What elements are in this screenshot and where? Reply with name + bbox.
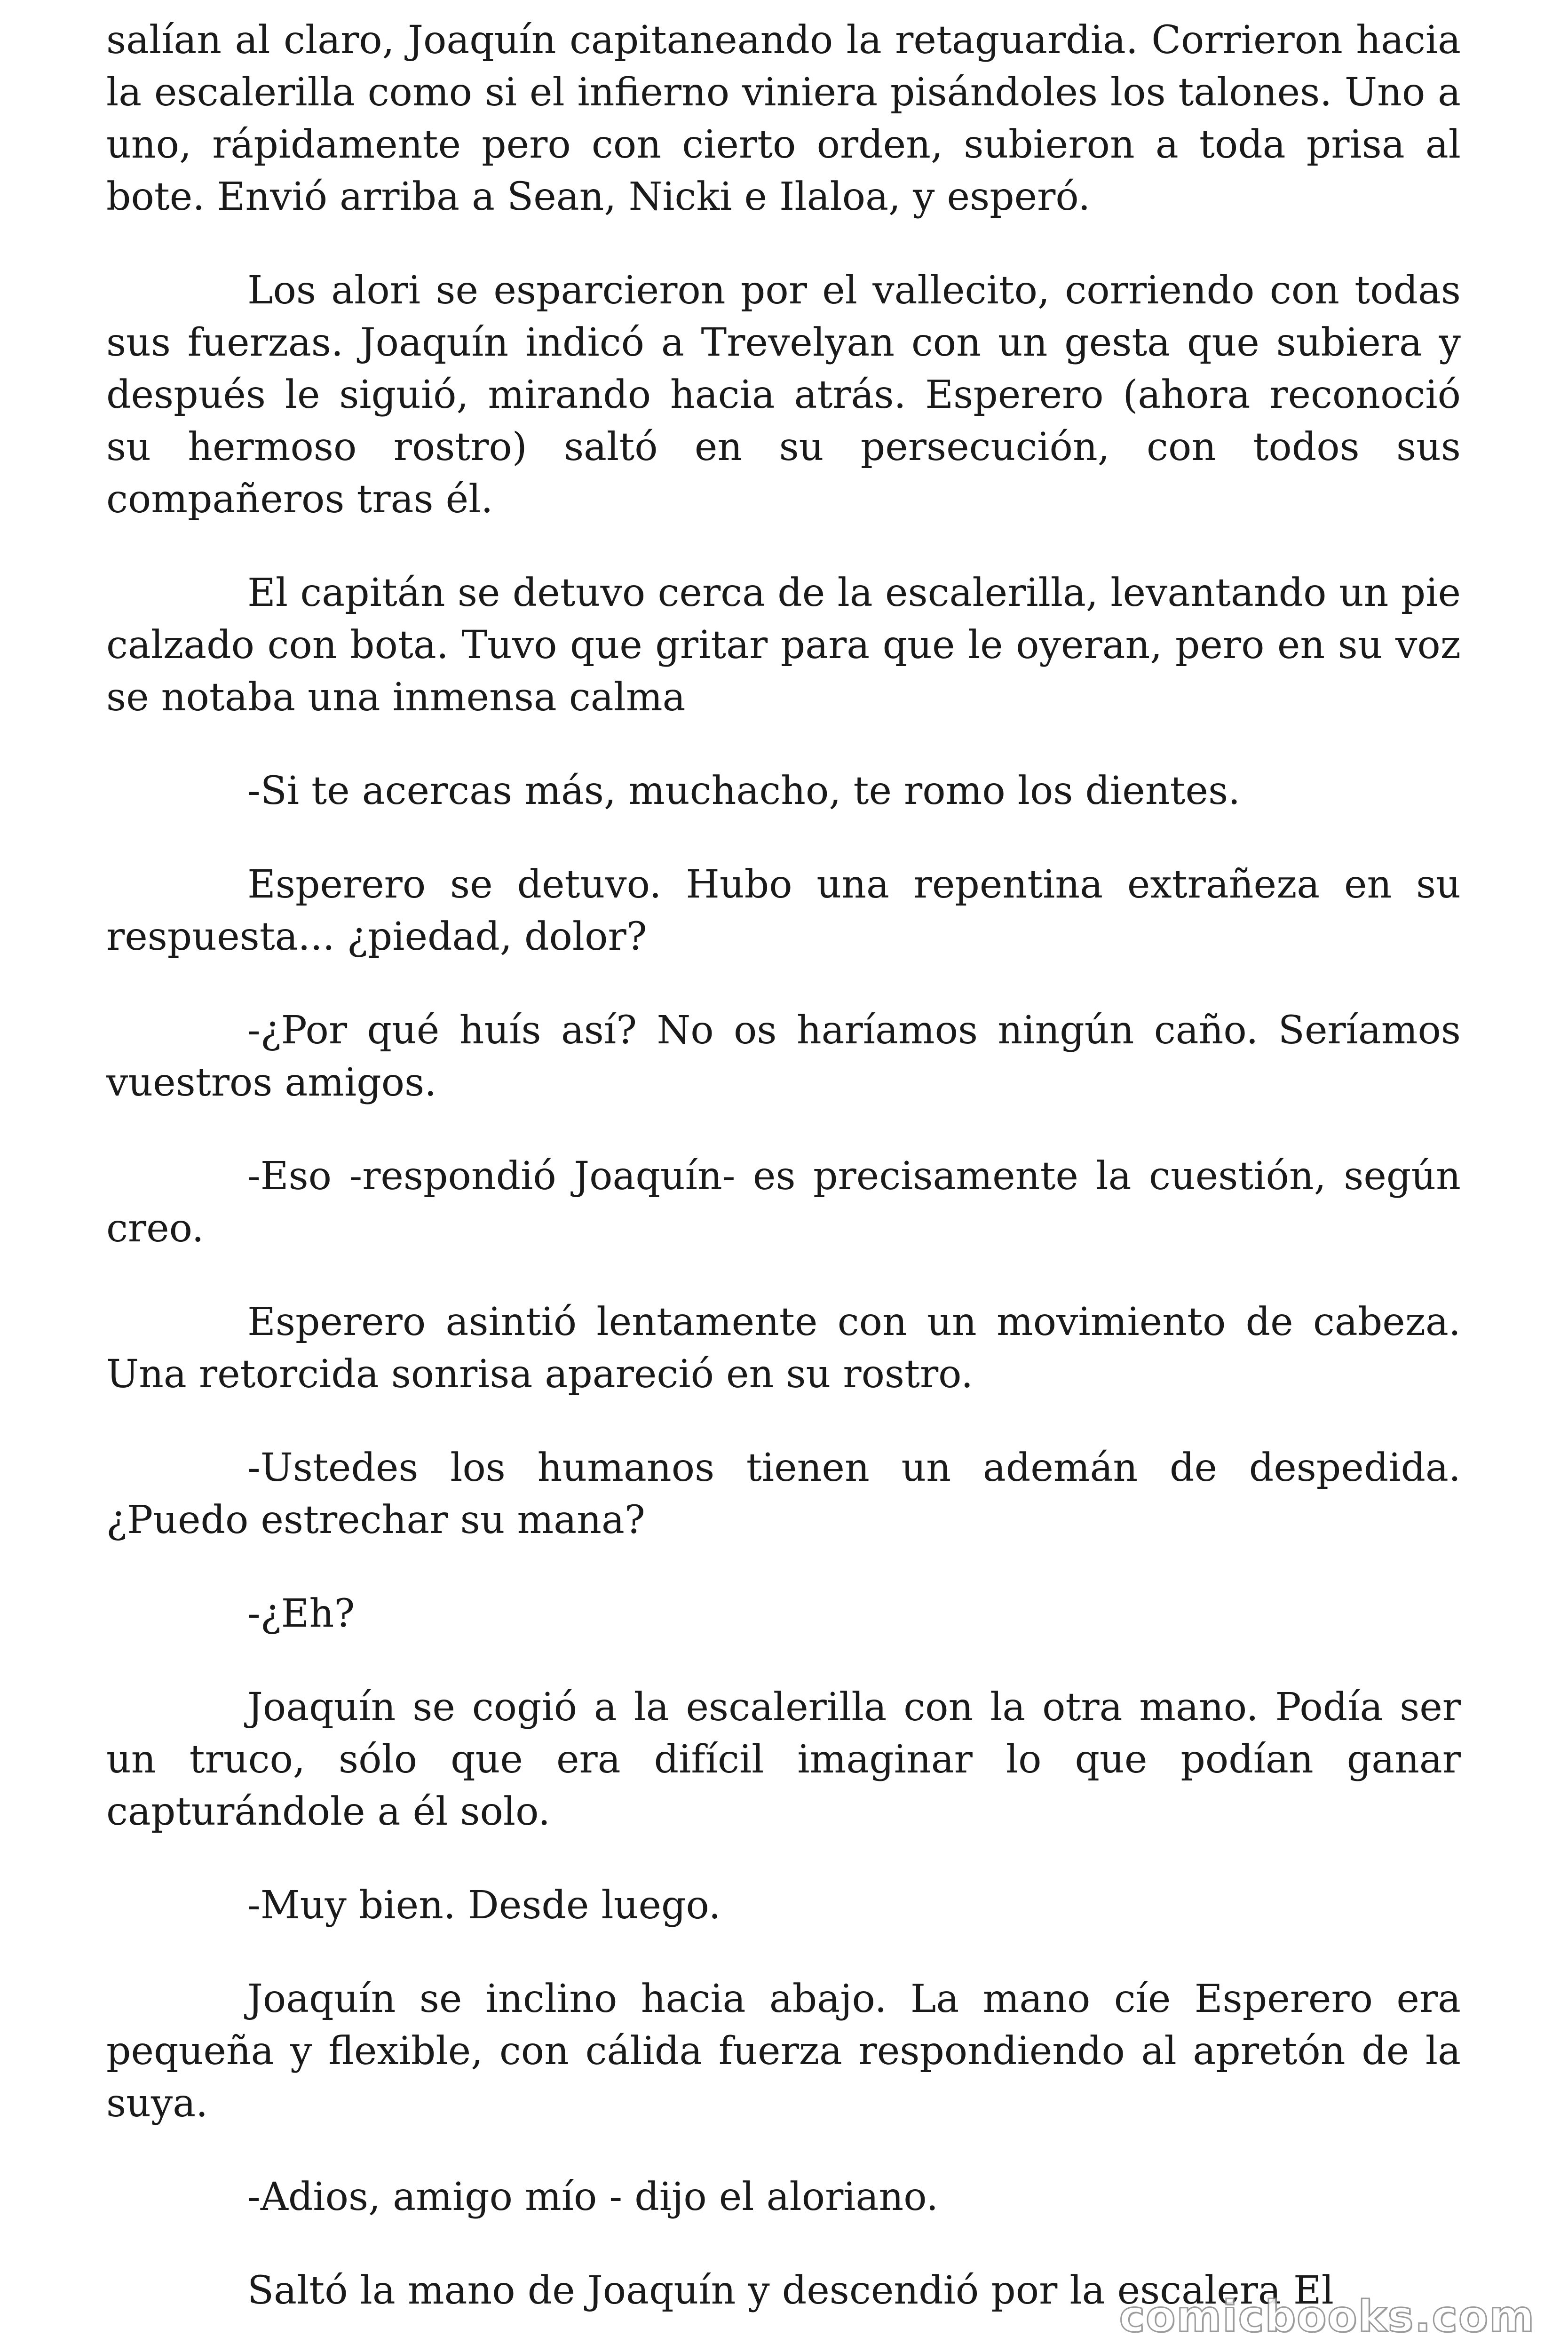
paragraph: Los alori se esparcieron por el vallecito, corriendo con todas sus fuerzas. Joaquín indicó a Trevelyan con un gesta que subiera y después le siguió, mirando hacia atrás. Esperero (ahora reconoció su hermoso rostro) saltó en su persecución, con todos sus compañeros tras él.	[106, 268, 1461, 522]
watermark: comicbooks.com	[1119, 2291, 1535, 2342]
paragraph: El capitán se detuvo cerca de la escalerilla, levantando un pie calzado con bota. Tuvo que gritar para que le oyeran, pero en su voz se notaba una inmensa calma	[106, 571, 1461, 720]
paragraph: -Adios, amigo mío - dijo el aloriano.	[247, 2175, 939, 2219]
paragraph: -Muy bien. Desde luego.	[247, 1883, 721, 1928]
paragraph: Joaquín se cogió a la escalerilla con la otra mano. Podía ser un truco, sólo que era difícil imaginar lo que podían ganar capturándole a él solo.	[106, 1685, 1461, 1834]
paragraph: Saltó la mano de Joaquín y descendió por la escalera El	[247, 2268, 1334, 2313]
paragraph: -Ustedes los humanos tienen un ademán de despedida. ¿Puedo estrechar su mana?	[106, 1446, 1461, 1542]
paragraph: -¿Por qué huís así? No os haríamos ningún caño. Seríamos vuestros amigos.	[106, 1008, 1461, 1105]
paragraph: Esperero asintió lentamente con un movimiento de cabeza. Una retorcida sonrisa apareció en su rostro.	[106, 1300, 1461, 1397]
paragraph: Joaquín se inclino hacia abajo. La mano cíe Esperero era pequeña y flexible, con cálida fuerza respondiendo al apretón de la suya.	[106, 1977, 1461, 2126]
paragraph: -Eso -respondió Joaquín- es precisamente la cuestión, según creo.	[106, 1154, 1461, 1251]
body-text	[106, 14, 1461, 2317]
paragraph: Esperero se detuvo. Hubo una repentina extrañeza en su respuesta... ¿piedad, dolor?	[106, 862, 1461, 959]
paragraph: -Si te acercas más, muchacho, te romo los dientes.	[247, 769, 1241, 813]
paragraph: salían al claro, Joaquín capitaneando la retaguardia. Corrieron hacia la escalerilla como si el infierno viniera pisándoles los talones. Uno a uno, rápidamente pero con cierto orden, subieron a toda prisa al bote. Envió arriba a Sean, Nicki e Ilaloa, y esperó.	[106, 18, 1461, 219]
paragraph: -¿Eh?	[247, 1591, 355, 1636]
